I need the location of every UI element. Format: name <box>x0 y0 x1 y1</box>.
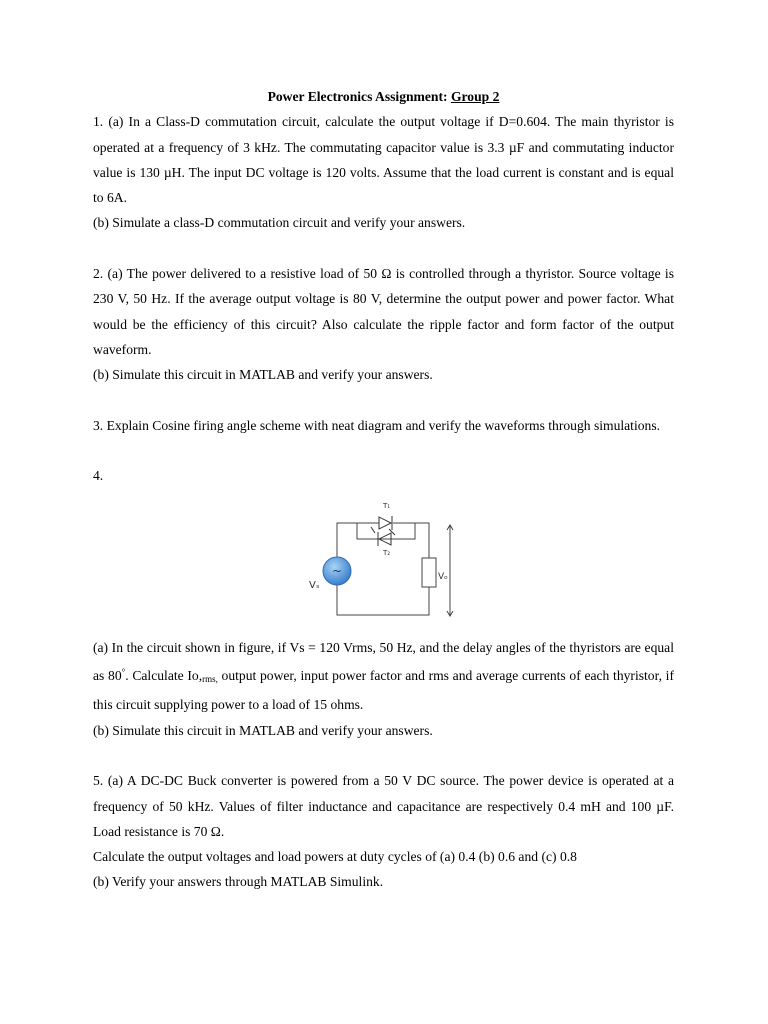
q4-number: 4. <box>93 468 104 484</box>
q3-text: 3. Explain Cosine firing angle scheme with neat diagram and verify the waveforms through simulations. <box>93 417 661 433</box>
thyristor-t2-icon <box>371 527 391 546</box>
q5-part-a: 5. (a) A DC-DC Buck converter is powered from a 50 V DC source. The power device is operated at a frequency of 50 kHz. Values of filter inductance and capacitance are respectively 0.4 mH and 100 µF. Load resistance is 70 Ω. <box>93 773 674 839</box>
q2-part-a: 2. (a) The power delivered to a resistive load of 50 Ω is controlled through a thyristor. Source voltage is 230 V, 50 Hz. If the average output voltage is 80 V, determine the output power and power factor. What would be the efficiency of this circuit? Also calculate the ripple factor and form factor of the output waveform. <box>93 266 674 357</box>
label-t1: T₁ <box>383 501 391 510</box>
circuit-figure <box>93 495 674 627</box>
q2-part-b: (b) Simulate this circuit in MATLAB and verify your answers. <box>93 367 433 383</box>
label-t2: T₂ <box>383 548 391 557</box>
title-prefix: Power Electronics Assignment: <box>267 89 451 104</box>
q5-calc: Calculate the output voltages and load powers at duty cycles of (a) 0.4 (b) 0.6 and (c) 0.8 <box>93 849 577 865</box>
title-group: Group 2 <box>450 89 500 104</box>
q4-part-b: (b) Simulate this circuit in MATLAB and verify your answers. <box>93 722 433 738</box>
document-page <box>93 84 674 895</box>
label-vs: Vₛ <box>309 579 320 591</box>
document-title <box>93 84 674 109</box>
q1-part-a: 1. (a) In a Class-D commutation circuit, calculate the output voltage if D=0.604. The main thyristor is operated at a frequency of 3 kHz. The commutating capacitor value is 3.3 µF and commutating inductor value is 130 µH. The input DC voltage is 120 volts. Assume that the load current is constant and is equal to 6A. <box>93 114 674 206</box>
ac-voltage-controller-diagram <box>293 495 475 627</box>
q4-part-a: (a) In the circuit shown in figure, if Vs = 120 Vrms, 50 Hz, and the delay angles of the thyristors are equal as 80°. Calculate $Io,_{rms,}$ output power, input power factor and rms and average currents of each thyristor, if this circuit supplying power to a load of 15 ohms. <box>93 639 674 713</box>
q5-part-b: (b) Verify your answers through MATLAB Simulink. <box>93 874 384 890</box>
source-symbol: ~ <box>331 563 343 578</box>
thyristor-t1-icon <box>379 516 395 535</box>
label-vo: Vₒ <box>438 571 448 582</box>
q1-part-b: (b) Simulate a class-D commutation circuit and verify your answers. <box>93 215 466 231</box>
